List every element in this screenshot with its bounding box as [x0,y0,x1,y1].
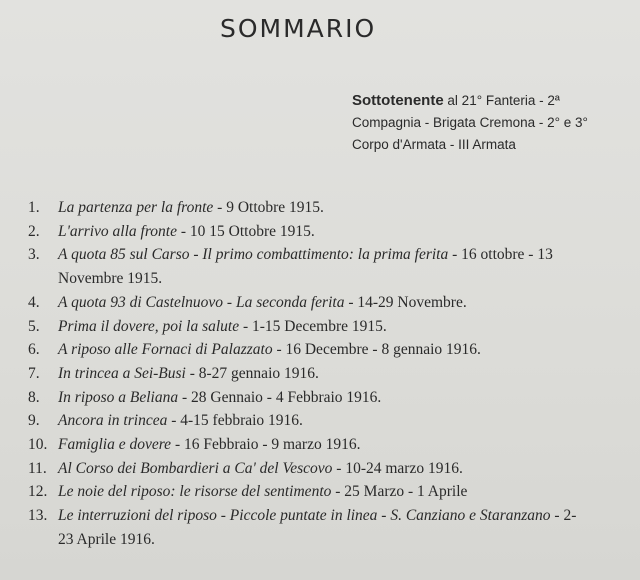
entry-number: 9. [28,412,40,430]
entry-date: - 16 Febbraio - 9 marzo 1916. [171,436,361,454]
page-title: SOMMARIO [220,14,377,43]
rank-description [352,90,592,156]
entry-title: Le noie del riposo: le risorse del sentimento [58,483,332,501]
rank-bold: Sottotenente [352,92,444,109]
entry-date: - 10-24 marzo 1916. [332,459,463,477]
entry-title: In trincea a Sei-Busi [58,364,186,382]
entry-date: - 4-15 febbraio 1916. [167,412,303,430]
entry-number: 1. [28,199,40,216]
entry-title: Le interruzioni del riposo - Piccole puntate in linea - S. Canziano e Staranzano [58,507,551,525]
toc-entry-2 [28,220,588,244]
rank-rest: al 21° Fanteria - 2ª Compagnia - Brigata Cremona - 2° e 3° Corpo d'Armata - III Armata [352,93,588,152]
table-of-contents [28,196,588,552]
toc-entry-10 [28,433,588,457]
entry-title: Al Corso dei Bombardieri a Ca' del Vescovo [58,459,333,477]
entry-title: Famiglia e dovere [58,436,172,454]
toc-entry-13 [28,504,588,551]
entry-date: - 14-29 Novembre. [344,293,467,311]
entry-number: 3. [28,246,40,264]
toc-entry-5 [28,315,588,339]
entry-date: - 2-23 Aprile 1916. [58,507,577,548]
entry-number: 2. [28,222,40,240]
entry-date: - 16 Decembre - 8 gennaio 1916. [272,341,481,359]
entry-title: L'arrivo alla fronte [58,222,177,240]
entry-number: 13. [28,507,48,525]
entry-number: 10. [28,436,48,454]
entry-date: - 8-27 gennaio 1916. [185,364,319,382]
entry-title: A riposo alle Fornaci di Palazzato [58,341,273,359]
entry-date: - 1-15 Decembre 1915. [239,317,387,335]
entry-number: 4. [28,293,40,311]
entry-title: In riposo a Beliana [58,388,179,406]
toc-entry-3 [28,243,588,290]
toc-entry-6 [28,338,588,362]
entry-date: - 25 Marzo - 1 Aprile [331,483,468,501]
entry-number: 8. [28,388,40,406]
entry-title: A quota 85 sul Carso - Il primo combattimento: la prima ferita [58,246,449,264]
toc-entry-4 [28,291,588,315]
toc-entry-1 [28,196,588,220]
entry-date: - 9 Ottobre 1915. [213,199,324,216]
toc-entry-7 [28,362,588,386]
entry-number: 12. [28,483,48,501]
entry-number: 6. [28,341,40,359]
entry-title: Ancora in trincea [58,412,168,430]
entry-title: A quota 93 di Castelnuovo - La seconda ferita [58,293,345,311]
entry-number: 11. [28,459,47,477]
toc-entry-12 [28,480,588,504]
entry-number: 5. [28,317,40,335]
toc-entry-8 [28,386,588,410]
toc-entry-9 [28,409,588,433]
entry-number: 7. [28,364,40,382]
entry-title: Prima il dovere, poi la salute [58,317,240,335]
entry-date: - 10 15 Ottobre 1915. [177,222,315,240]
entry-title: La partenza per la fronte [58,199,214,216]
toc-entry-11 [28,457,588,481]
entry-date: - 28 Gennaio - 4 Febbraio 1916. [178,388,382,406]
entry-date: - 16 ottobre - 13 Novembre 1915. [58,246,553,288]
